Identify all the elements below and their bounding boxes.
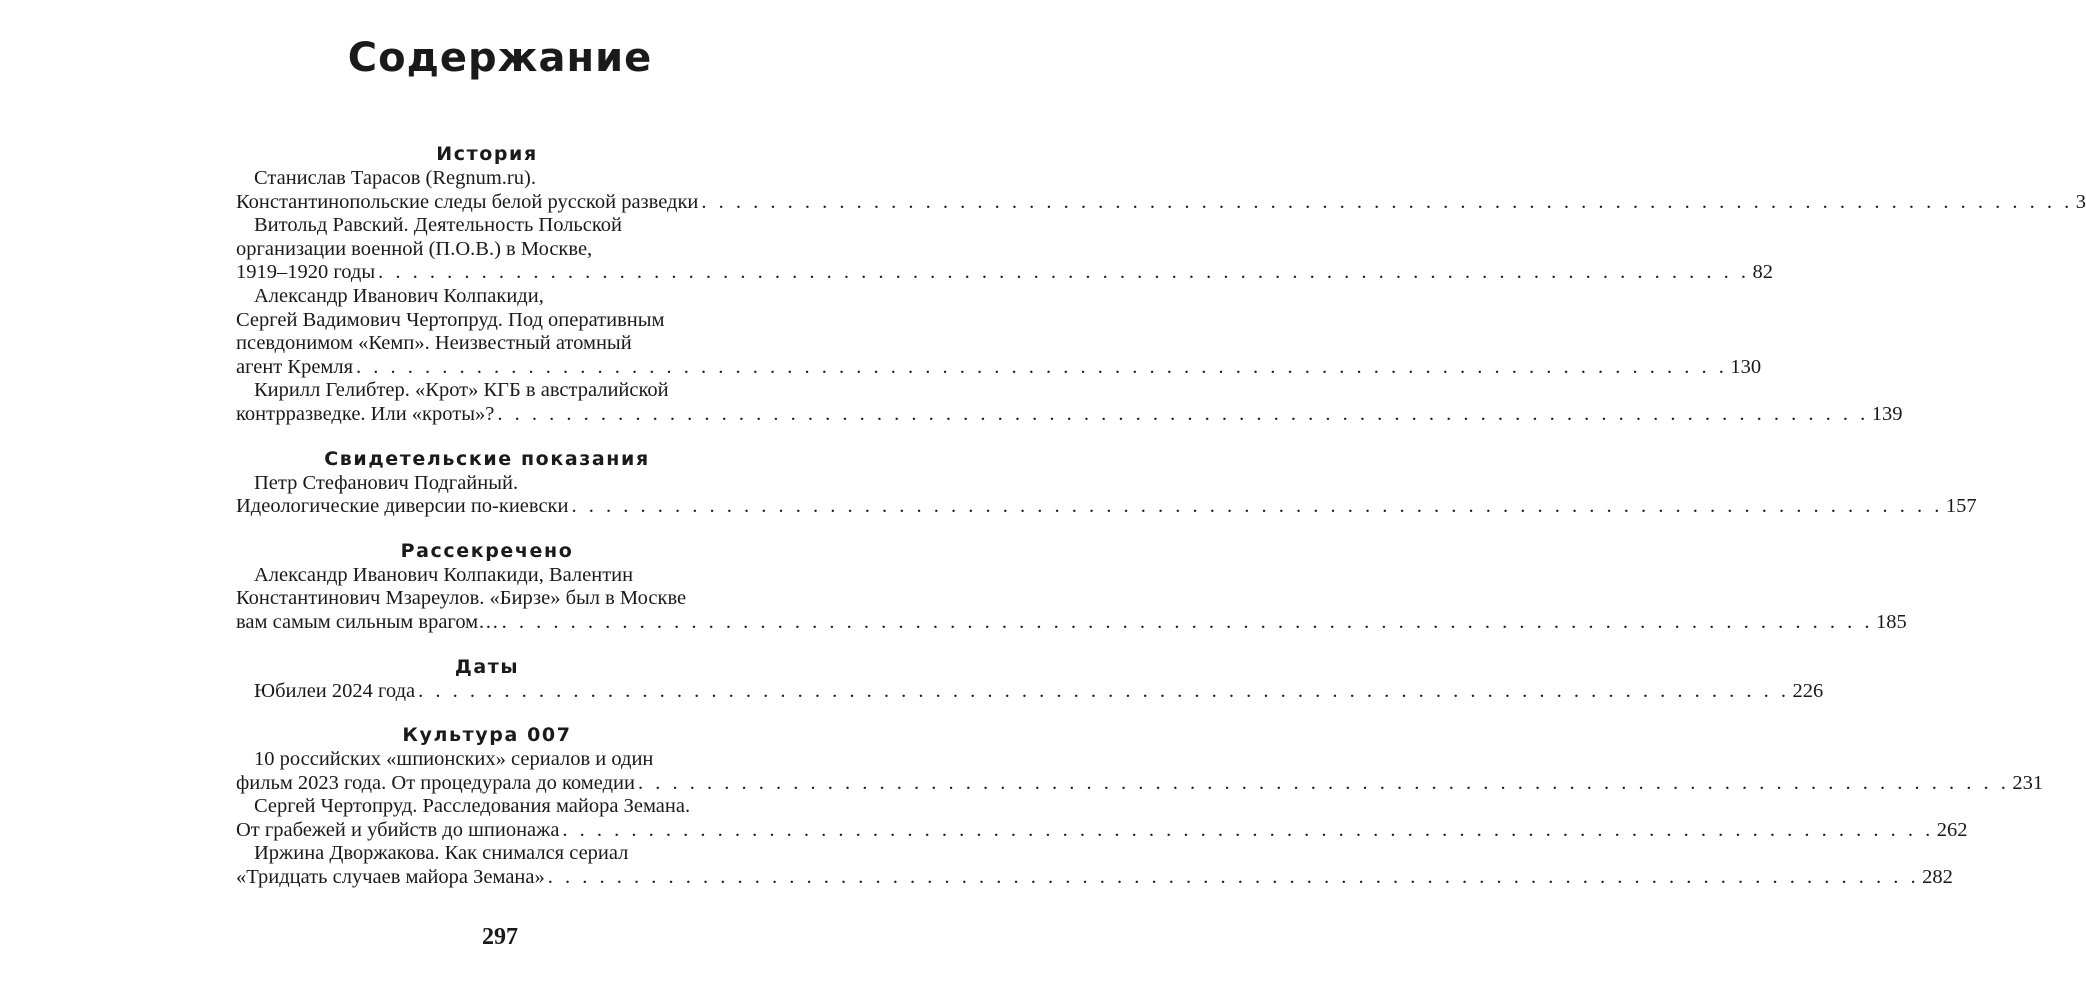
toc-section bbox=[236, 655, 1824, 704]
entry-text-line: 1919–1920 годы bbox=[236, 261, 376, 284]
entry-page-number: 185 bbox=[1876, 610, 1907, 633]
entry-text-line: Кирилл Гелибтер. «Крот» КГБ в австралийской bbox=[254, 379, 669, 402]
entry-text-line: Петр Стефанович Подгайный. bbox=[254, 471, 519, 494]
toc-entry[interactable] bbox=[236, 284, 1762, 379]
entry-text-line: Сергей Вадимович Чертопруд. Под оперативным bbox=[236, 308, 665, 331]
toc-section bbox=[236, 447, 1977, 519]
entry-page-number: 139 bbox=[1871, 402, 1903, 425]
entry-page-number: 226 bbox=[1792, 679, 1824, 702]
entry-last-line bbox=[236, 771, 2044, 796]
entry-page-number: 157 bbox=[1945, 495, 1977, 518]
entry-text-line: вам самым сильным врагом… bbox=[236, 610, 499, 633]
toc-section bbox=[236, 723, 2044, 890]
entry-last-line bbox=[236, 261, 1774, 285]
toc-entry[interactable] bbox=[236, 214, 1774, 285]
dot-leader: . . . . . . . . . . . . . . . . . . . . . . . . . . . . . . . . . . . . . . . . . . . . . . . . . . . . . . . . . . . . . . . . . . . . . . . . . . . . . . . . bbox=[701, 190, 2073, 213]
toc-entry[interactable] bbox=[236, 842, 1953, 889]
entry-page-number: 262 bbox=[1936, 818, 1968, 841]
entry-last-line bbox=[236, 818, 1968, 843]
entry-last-line bbox=[236, 610, 1907, 635]
entry-text-line: От грабежей и убийств до шпионажа bbox=[236, 818, 560, 841]
entry-page-number: 282 bbox=[1922, 866, 1953, 889]
entry-page-number: 130 bbox=[1730, 355, 1762, 378]
toc-section bbox=[236, 539, 1907, 635]
toc-entry[interactable] bbox=[236, 379, 1903, 426]
entry-last-line bbox=[236, 866, 1953, 890]
dot-leader: . . . . . . . . . . . . . . . . . . . . . . . . . . . . . . . . . . . . . . . . . . . . . . . . . . . . . . . . . . . . . . . . . . . . . . . . . . . . . . . . bbox=[501, 610, 1874, 633]
dot-leader: . . . . . . . . . . . . . . . . . . . . . . . . . . . . . . . . . . . . . . . . . . . . . . . . . . . . . . . . . . . . . . . . . . . . . . . . . . . . . . . . bbox=[547, 866, 1920, 889]
section-title: Даты bbox=[454, 655, 520, 678]
dot-leader: . . . . . . . . . . . . . . . . . . . . . . . . . . . . . . . . . . . . . . . . . . . . . . . . . . . . . . . . . . . . . . . . . . . . . . . . . . . . . . . . bbox=[571, 495, 1943, 518]
entry-last-line bbox=[236, 679, 1824, 704]
entry-text-line: Идеологические диверсии по-киевски bbox=[236, 495, 569, 518]
toc-section bbox=[236, 142, 2086, 427]
toc-entry[interactable] bbox=[236, 563, 1907, 635]
page-title: Содержание bbox=[347, 35, 653, 81]
entry-text-line: Константинович Мзареулов. «Бирзе» был в Москве bbox=[236, 587, 687, 610]
page-number: 297 bbox=[482, 924, 518, 950]
entry-text-line: 10 российских «шпионских» сериалов и один bbox=[254, 748, 654, 771]
entry-text-line: псевдонимом «Кемп». Неизвестный атомный bbox=[236, 332, 632, 355]
section-title: Рассекречено bbox=[400, 539, 574, 562]
entry-text-line: Витольд Равский. Деятельность Польской bbox=[254, 214, 623, 237]
entry-text-line: Александр Иванович Колпакиди, Валентин bbox=[254, 563, 634, 586]
entry-last-line bbox=[236, 402, 1903, 427]
entry-text-line: контрразведке. Или «кроты»? bbox=[236, 402, 495, 425]
toc-entry[interactable] bbox=[236, 795, 1968, 842]
entry-text-line: Станислав Тарасов (Regnum.ru). bbox=[254, 167, 536, 189]
entry-page-number: 82 bbox=[1752, 261, 1774, 284]
dot-leader: . . . . . . . . . . . . . . . . . . . . . . . . . . . . . . . . . . . . . . . . . . . . . . . . . . . . . . . . . . . . . . . . . . . . . . . . . . . . . . . . bbox=[497, 402, 1869, 425]
dot-leader: . . . . . . . . . . . . . . . . . . . . . . . . . . . . . . . . . . . . . . . . . . . . . . . . . . . . . . . . . . . . . . . . . . . . . . . . . . . . . . . . bbox=[562, 818, 1934, 841]
entry-last-line bbox=[236, 190, 2086, 215]
entry-text-line: Иржина Дворжакова. Как снимался сериал bbox=[254, 842, 629, 865]
entry-text-line: организации военной (П.О.В.) в Москве, bbox=[236, 237, 593, 260]
entry-text-line: «Тридцать случаев майора Земана» bbox=[236, 866, 545, 889]
entry-page-number: 231 bbox=[2012, 771, 2044, 794]
section-title: История bbox=[436, 143, 538, 165]
section-title: Культура 007 bbox=[402, 724, 572, 747]
table-of-contents bbox=[236, 142, 2086, 890]
entry-text-line: агент Кремля bbox=[236, 355, 354, 378]
dot-leader: . . . . . . . . . . . . . . . . . . . . . . . . . . . . . . . . . . . . . . . . . . . . . . . . . . . . . . . . . . . . . . . . . . . . . . . . . . . . . . . . bbox=[418, 679, 1790, 702]
entry-text-line: фильм 2023 года. От процедурала до комедии bbox=[236, 771, 635, 794]
toc-entry[interactable] bbox=[236, 679, 1824, 704]
entry-text-line: Юбилеи 2024 года bbox=[254, 679, 416, 702]
entry-last-line bbox=[236, 495, 1977, 519]
entry-page-number: 3 bbox=[2075, 190, 2086, 213]
toc-entry[interactable] bbox=[236, 748, 2044, 795]
dot-leader: . . . . . . . . . . . . . . . . . . . . . . . . . . . . . . . . . . . . . . . . . . . . . . . . . . . . . . . . . . . . . . . . . . . . . . . . . . . . . . . . bbox=[637, 771, 2010, 794]
dot-leader: . . . . . . . . . . . . . . . . . . . . . . . . . . . . . . . . . . . . . . . . . . . . . . . . . . . . . . . . . . . . . . . . . . . . . . . . . . . . . . . . bbox=[378, 261, 1750, 284]
section-title: Свидетельские показания bbox=[324, 447, 650, 470]
entry-text-line: Сергей Чертопруд. Расследования майора Земана. bbox=[254, 795, 691, 818]
toc-entry[interactable] bbox=[236, 167, 2086, 214]
entry-last-line bbox=[236, 355, 1762, 380]
entry-text-line: Константинопольские следы белой русской разведки bbox=[236, 190, 699, 213]
entry-text-line: Александр Иванович Колпакиди, bbox=[254, 284, 544, 307]
dot-leader: . . . . . . . . . . . . . . . . . . . . . . . . . . . . . . . . . . . . . . . . . . . . . . . . . . . . . . . . . . . . . . . . . . . . . . . . . . . . . . . . bbox=[356, 355, 1728, 378]
toc-entry[interactable] bbox=[236, 471, 1977, 519]
